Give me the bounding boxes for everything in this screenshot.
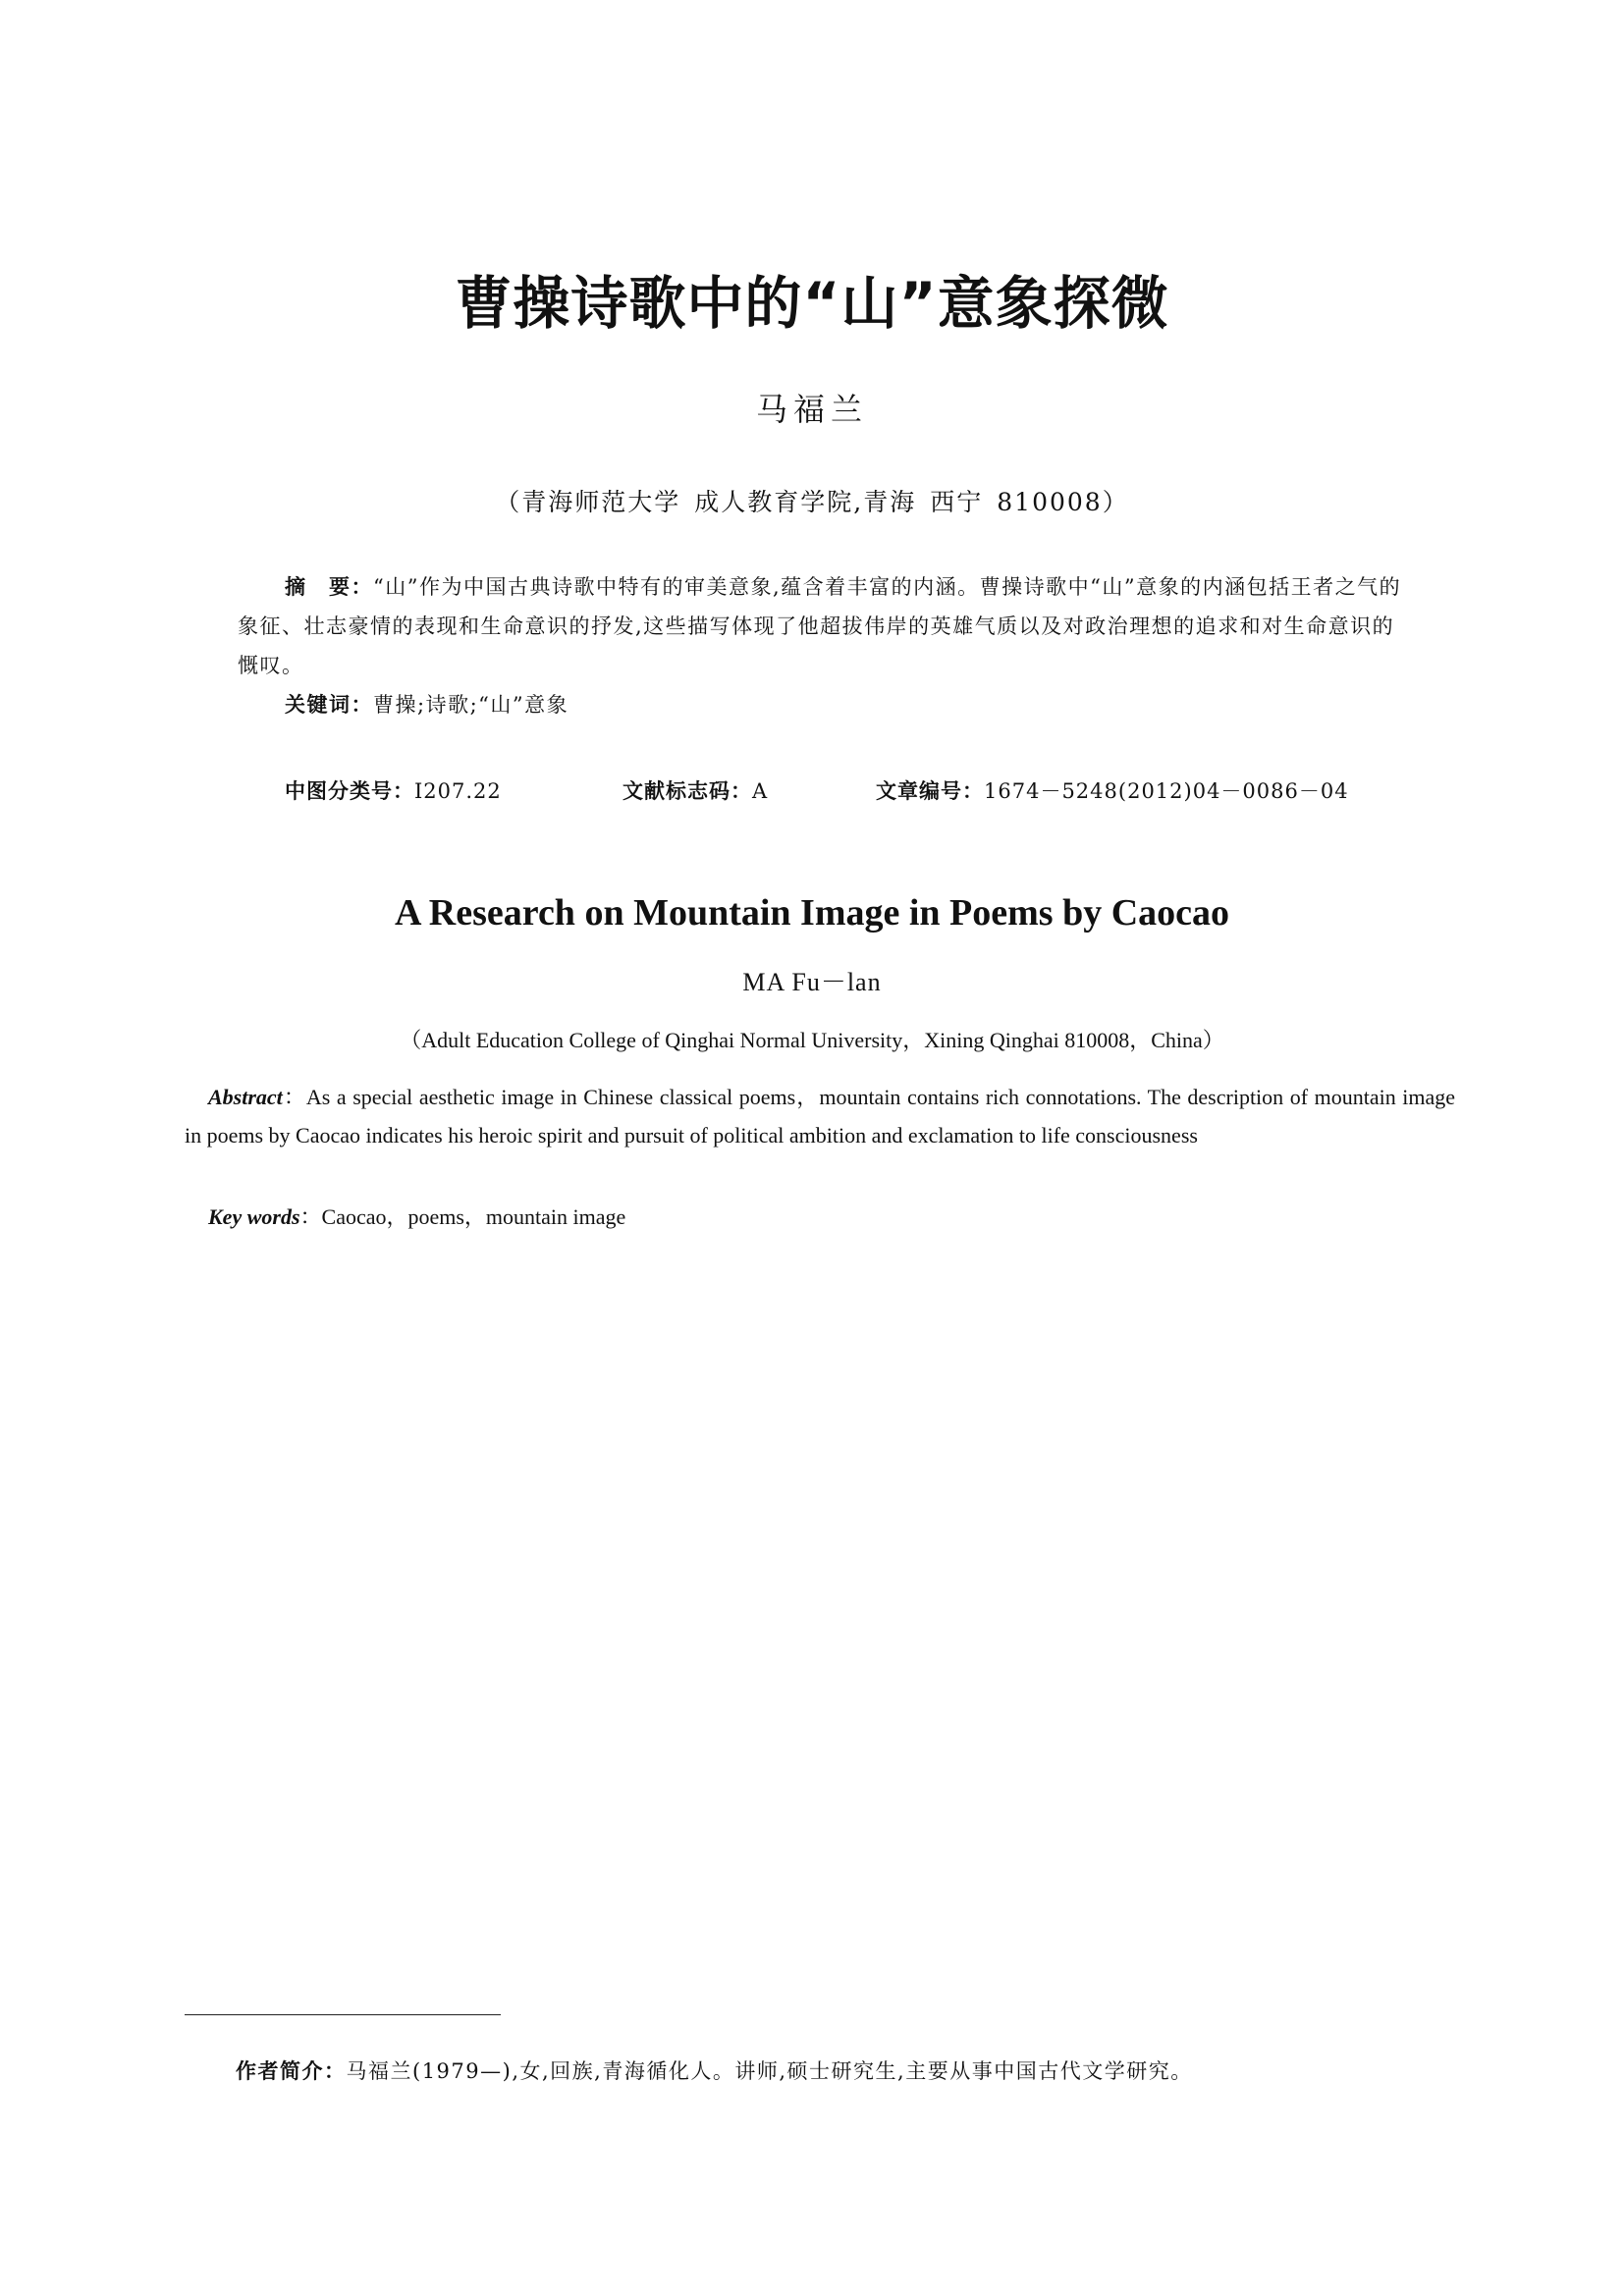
affiliation-university: 青海师范大学: [521, 488, 681, 516]
document-code: [623, 772, 768, 811]
affiliation-college: 成人教育学院,青海: [694, 488, 917, 516]
chinese-abstract-text: “山”作为中国古典诗歌中特有的审美意象,蕴含着丰富的内涵。曹操诗歌中“山”意象的内涵包括王者之气的象征、壮志豪情的表现和生命意识的抒发,这些描写体现了他超拔伟岸的英雄气质以及对政治理想的追求和对生命意识的慨叹。: [238, 575, 1402, 677]
article-number-value: 1674－5248(2012)04－0086－04: [984, 779, 1349, 803]
chinese-author: 马福兰: [755, 391, 868, 428]
footnote-text: 马福兰(1979—),女,回族,青海循化人。讲师,硕士研究生,主要从事中国古代文学研究。: [346, 2059, 1193, 2083]
footnote-divider: [185, 2014, 501, 2015]
chinese-keywords-label: 关键词：: [285, 693, 373, 717]
english-keywords-separator: ：: [299, 1204, 322, 1229]
chinese-title: 曹操诗歌中的“山”意象探微: [455, 270, 1169, 337]
document-code-value: A: [752, 779, 769, 803]
author-bio-footnote: [236, 2052, 1453, 2091]
english-affiliation: （Adult Education College of Qinghai Normal University，Xining Qinghai 810008，China）: [400, 1028, 1224, 1052]
clc-value: I207.22: [414, 779, 502, 803]
footnote-label: 作者简介：: [236, 2059, 347, 2083]
english-abstract-separator: ：: [282, 1085, 306, 1109]
chinese-keywords: [285, 685, 568, 724]
chinese-keywords-text: 曹操;诗歌;“山”意象: [373, 693, 569, 717]
chinese-abstract-label: 摘 要：: [285, 575, 373, 599]
english-keywords: [208, 1198, 625, 1236]
affiliation-open-paren: （: [495, 488, 522, 516]
document-code-label: 文献标志码：: [623, 779, 752, 803]
chinese-abstract: [238, 567, 1408, 685]
english-abstract-label: Abstract: [208, 1085, 283, 1109]
clc-label: 中图分类号：: [285, 779, 414, 803]
english-keywords-label: Key words: [208, 1204, 300, 1229]
article-number: [876, 772, 1349, 811]
english-abstract-text: As a special aesthetic image in Chinese classical poems，mountain contains rich connotations. The description of mountain image in poems by Caocao indicates his heroic spirit and pursuit of political ambition and exclamation to life consciousness: [185, 1085, 1455, 1148]
english-abstract: [185, 1078, 1455, 1154]
article-number-label: 文章编号：: [876, 779, 984, 803]
chinese-affiliation: [0, 483, 1624, 518]
english-title: A Research on Mountain Image in Poems by Caocao: [394, 892, 1230, 934]
english-author: MA Fu－lan: [742, 968, 882, 996]
affiliation-close-paren: ）: [1102, 488, 1129, 516]
clc-number: [285, 772, 502, 811]
english-keywords-text: Caocao，poems，mountain image: [321, 1204, 626, 1229]
affiliation-city: 西宁: [930, 488, 984, 516]
affiliation-postcode: 810008: [997, 488, 1103, 516]
